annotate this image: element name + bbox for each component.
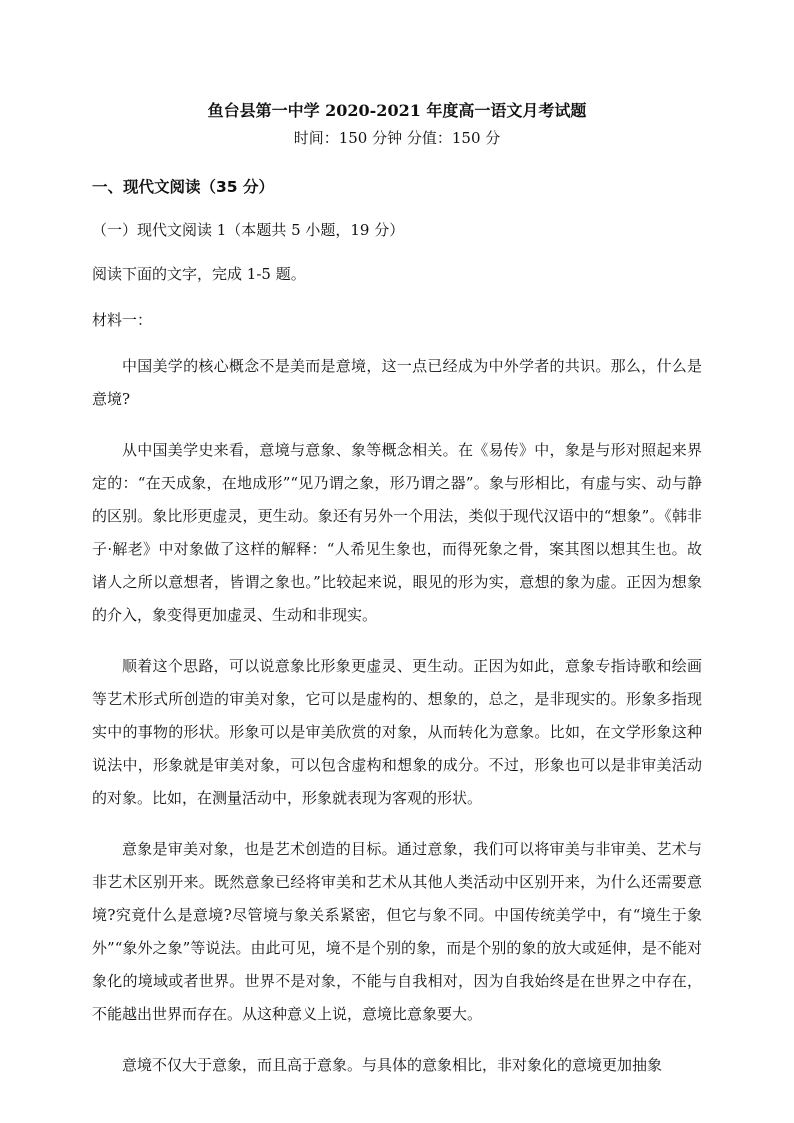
section-heading: 一、现代文阅读（35 分）	[92, 178, 274, 196]
paragraph-3: 顺着这个思路，可以说意象比形象更虚灵、更生动。正因为如此，意象专指诗歌和绘画等艺术形式所创造的审美对象，它可以是虚构的、想象的，总之，是非现实的。形象多指现实中的事物的形状。形象可以是审美欣赏的对象，从而转化为意象。比如，在文学形象这种说法中，形象就是审美对象，可以包含虚构和想象的成分。不过，形象也可以是非审美活动的对象。比如，在测量活动中，形象就表现为客观的形状。	[92, 657, 702, 807]
exam-time-score: 时间：150 分钟 分值：150 分	[293, 129, 501, 147]
paragraph-5: 意境不仅大于意象，而且高于意象。与具体的意象相比，非对象化的意境更加抽象	[122, 1056, 663, 1074]
material-label: 材料一：	[92, 311, 153, 329]
paragraph-4: 意象是审美对象，也是艺术创造的目标。通过意象，我们可以将审美与非审美、艺术与非艺术区别开来。既然意象已经将审美和艺术从其他人类活动中区别开来，为什么还需要意境?究竟什么是意境?尽管境与象关系紧密，但它与象不同。中国传统美学中，有“境生于象外”“象外之象”等说法。由此可见，境不是个别的象，而是个别的象的放大或延伸，是不能对象化的境域或者世界。世界不是对象，不能与自我相对，因为自我始终是在世界之中存在，不能越出世界而存在。从这种意义上说，意境比意象要大。	[92, 840, 702, 1023]
paragraph-2: 从中国美学史来看，意境与意象、象等概念相关。在《易传》中，象是与形对照起来界定的：“在天成象，在地成形”“见乃谓之象，形乃谓之器”。象与形相比，有虚与实、动与静的区别。象比形更虚灵，更生动。象还有另外一个用法，类似于现代汉语中的“想象”。《韩非子·解老》中对象做了这样的解释：“人希见生象也，而得死象之骨，案其图以想其生也。故诸人之所以意想者，皆谓之象也。”比较起来说，眼见的形为实，意想的象为虚。正因为想象的介入，象变得更加虚灵、生动和非现实。	[92, 441, 702, 624]
subsection-heading: （一）现代文阅读 1（本题共 5 小题，19 分）	[92, 221, 405, 239]
paragraph-1: 中国美学的核心概念不是美而是意境，这一点已经成为中外学者的共识。那么，什么是意境?	[92, 357, 702, 408]
exam-title: 鱼台县第一中学 2020-2021 年度高一语文月考试题	[207, 101, 587, 120]
reading-passage	[92, 350, 702, 1100]
reading-instruction: 阅读下面的文字，完成 1-5 题。	[92, 265, 306, 283]
